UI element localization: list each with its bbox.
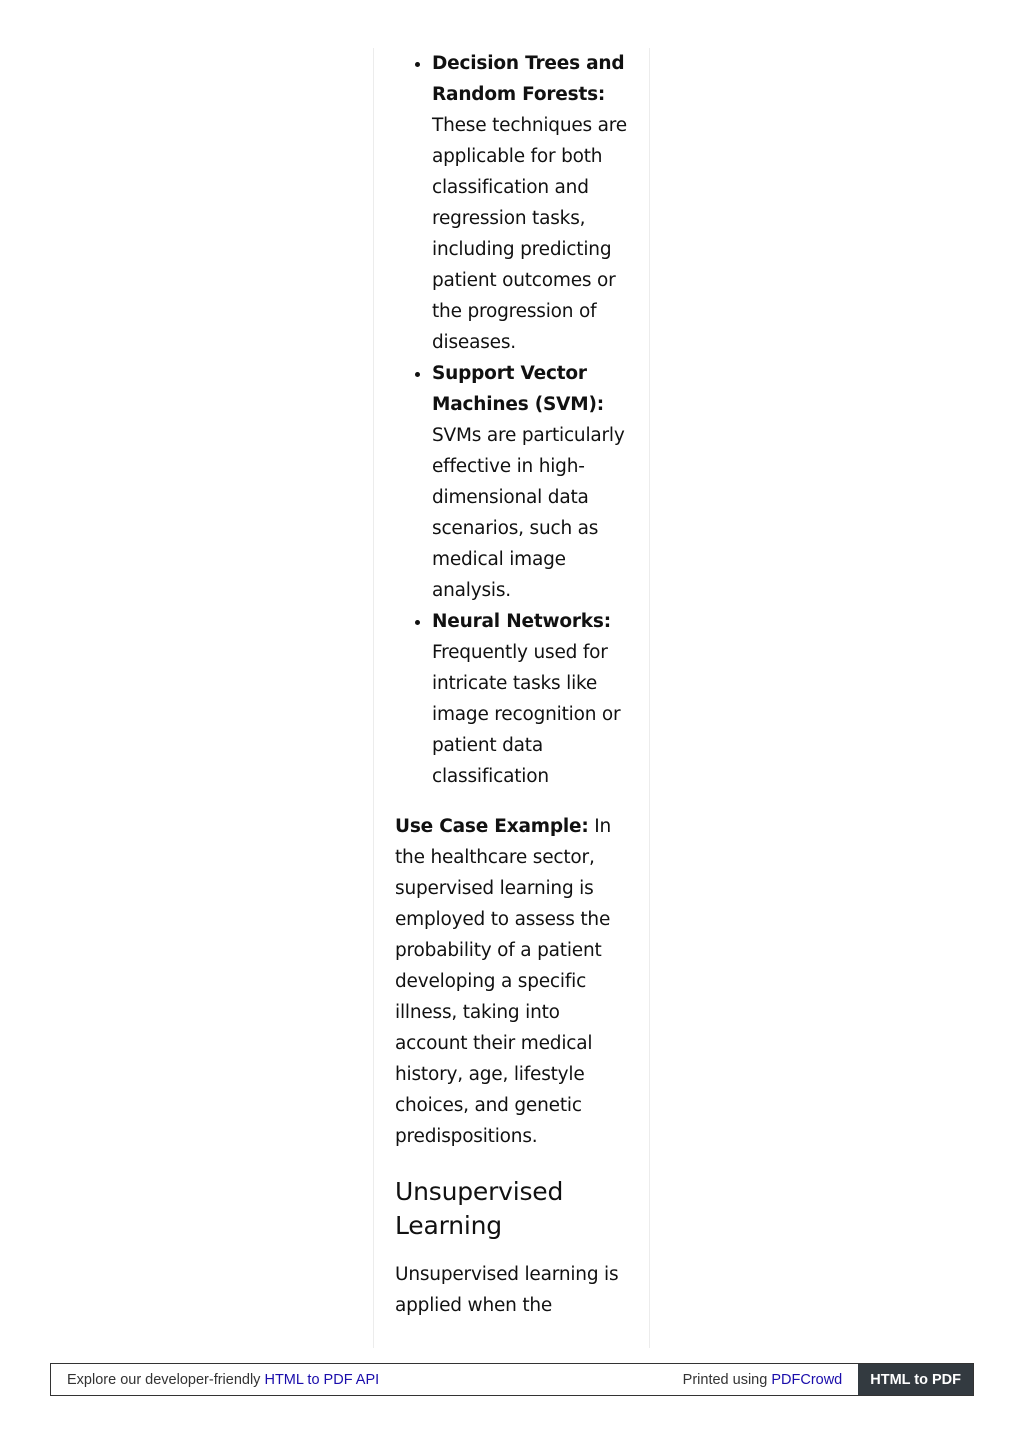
list-item-text: These techniques are applicable for both classification and regression tasks, including predicting patient outcomes or the progression of diseases. bbox=[432, 115, 627, 353]
use-case-text: In the healthcare sector, supervised learning is employed to assess the probability of a patient developing a specific illness, taking into account their medical history, age, lifestyle choices, and genetic predispositions. bbox=[395, 816, 612, 1147]
footer-promo-text: Explore our developer-friendly bbox=[67, 1371, 265, 1388]
footer-promo bbox=[51, 1372, 683, 1388]
article-body bbox=[374, 48, 649, 1321]
footer-printed-text: Printed using bbox=[682, 1371, 772, 1388]
section-heading: Unsupervised Learning bbox=[395, 1177, 564, 1240]
section-intro: Unsupervised learning is applied when the bbox=[395, 1264, 619, 1316]
list-item bbox=[432, 606, 629, 792]
html-to-pdf-badge[interactable]: HTML to PDF bbox=[858, 1364, 973, 1395]
pdfcrowd-link[interactable]: PDFCrowd bbox=[771, 1371, 843, 1388]
algorithm-list bbox=[395, 48, 629, 792]
use-case-label: Use Case Example: bbox=[395, 816, 589, 837]
list-item-term: Support Vector Machines (SVM): bbox=[432, 363, 604, 415]
list-item-term: Neural Networks: bbox=[432, 611, 611, 632]
use-case-paragraph bbox=[395, 811, 629, 1152]
footer-printed-using bbox=[683, 1372, 859, 1388]
pdf-footer-bar bbox=[50, 1363, 974, 1396]
list-item bbox=[432, 358, 629, 606]
list-item-term: Decision Trees and Random Forests: bbox=[432, 53, 625, 105]
list-item bbox=[432, 48, 629, 358]
html-to-pdf-api-link[interactable]: HTML to PDF API bbox=[264, 1371, 380, 1388]
list-item-text: Frequently used for intricate tasks like image recognition or patient data classification bbox=[432, 642, 621, 787]
list-item-text: SVMs are particularly effective in high-dimensional data scenarios, such as medical image analysis. bbox=[432, 425, 625, 601]
article-column bbox=[373, 48, 650, 1348]
